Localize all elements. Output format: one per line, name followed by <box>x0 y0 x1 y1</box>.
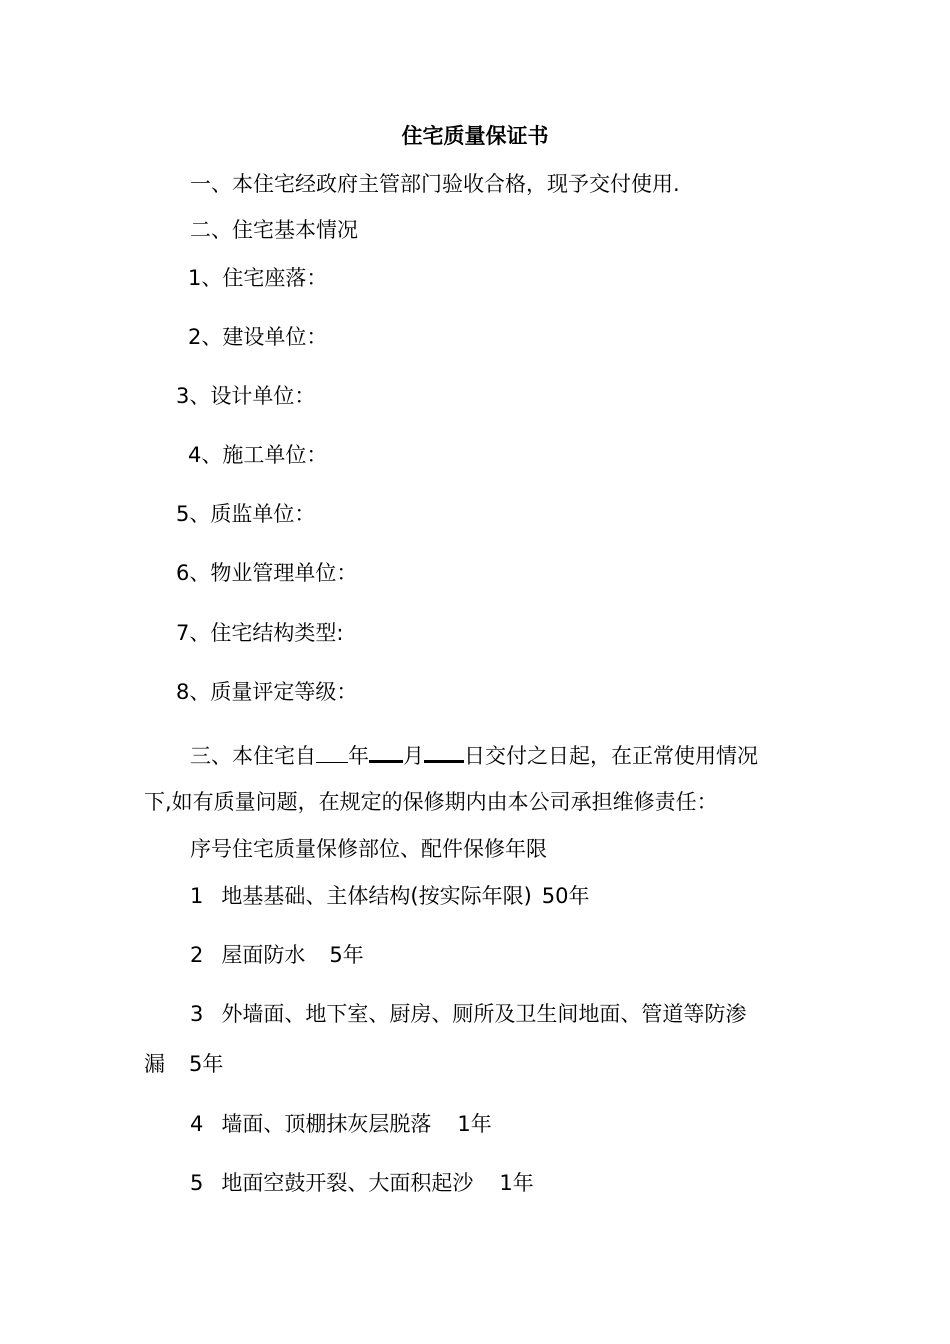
year-blank[interactable] <box>316 740 348 763</box>
warranty-row-number: 3 <box>190 1002 204 1026</box>
section-3-prefix: 三、本住宅自 <box>190 744 316 768</box>
month-blank[interactable] <box>369 738 403 763</box>
warranty-row <box>190 1169 534 1197</box>
section-3-year: 年 <box>348 744 369 768</box>
warranty-row-part: 外墙面、地下室、厨房、厕所及卫生间地面、管道等防渗 <box>221 1002 747 1026</box>
warranty-row-part-continued: 漏 <box>144 1052 165 1076</box>
section-3-line-1 <box>190 738 758 770</box>
warranty-table-header: 序号住宅质量保修部位、配件保修年限 <box>190 837 547 861</box>
document-title: 住宅质量保证书 <box>401 124 549 148</box>
info-item-designer: 3、设计单位： <box>176 384 316 408</box>
info-item-developer: 2、建设单位： <box>188 325 328 349</box>
warranty-row-period: 1年 <box>499 1171 534 1195</box>
warranty-row-part: 地面空鼓开裂、大面积起沙 <box>221 1171 474 1195</box>
day-blank[interactable] <box>424 738 464 763</box>
section-1-text: 一、本住宅经政府主管部门验收合格，现予交付使用. <box>190 172 680 196</box>
info-item-location: 1、住宅座落： <box>188 266 328 290</box>
warranty-row-number: 4 <box>190 1112 204 1136</box>
warranty-row <box>190 941 364 969</box>
warranty-row-continuation <box>144 1050 223 1078</box>
info-item-property-manager: 6、物业管理单位： <box>176 561 358 585</box>
warranty-row-part: 墙面、顶棚抹灰层脱落 <box>221 1112 432 1136</box>
warranty-row-number: 1 <box>190 884 204 908</box>
section-3-day-suffix: 日交付之日起，在正常使用情况 <box>464 744 758 768</box>
warranty-row-period: 5年 <box>189 1052 224 1076</box>
info-item-contractor: 4、施工单位： <box>188 443 328 467</box>
warranty-row-part: 地基基础、主体结构(按实际年限) <box>221 884 532 908</box>
section-3-line-2: 下,如有质量问题，在规定的保修期内由本公司承担维修责任： <box>144 790 718 814</box>
warranty-row <box>190 1000 746 1028</box>
warranty-row-period: 50年 <box>541 884 590 908</box>
info-item-quality-supervisor: 5、质监单位： <box>176 502 316 526</box>
warranty-row-part: 屋面防水 <box>221 943 306 967</box>
warranty-row <box>190 1110 492 1138</box>
warranty-row-number: 5 <box>190 1171 204 1195</box>
section-2-heading: 二、住宅基本情况 <box>190 218 358 242</box>
warranty-row <box>190 882 590 910</box>
warranty-row-period: 5年 <box>329 943 364 967</box>
warranty-row-period: 1年 <box>457 1112 492 1136</box>
section-3-month: 月 <box>403 744 424 768</box>
warranty-row-number: 2 <box>190 943 204 967</box>
info-item-quality-grade: 8、质量评定等级： <box>176 680 358 704</box>
info-item-structure-type: 7、住宅结构类型: <box>176 621 344 645</box>
